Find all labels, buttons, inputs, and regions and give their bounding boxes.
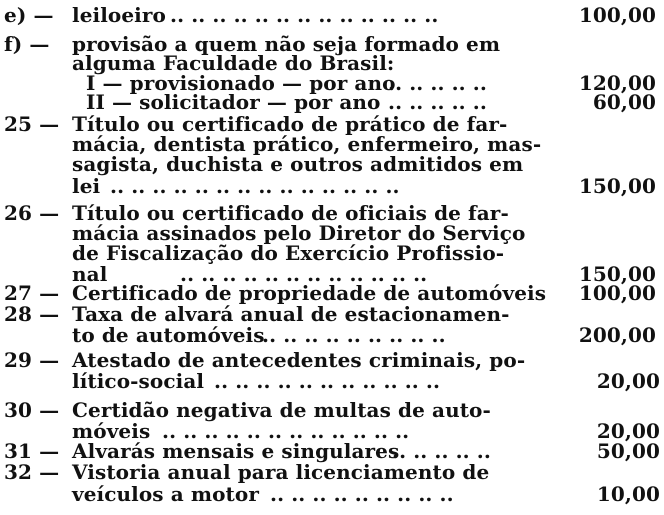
- entry-text: I — provisionado — por ano: [86, 71, 396, 95]
- entry-26-line-3: [0, 241, 664, 265]
- entry-value: 150,00: [578, 262, 656, 286]
- entry-label: 30 —: [4, 398, 60, 422]
- entry-text: veículos a motor: [72, 482, 259, 506]
- entry-text: Alvarás mensais e singulares: [72, 439, 400, 463]
- dot-leader: .. .. .. .. .. .. .. .. .. .. .. .. .. ..: [110, 177, 400, 197]
- entry-value: 20,00: [596, 419, 660, 443]
- entry-text: lei: [72, 174, 101, 198]
- entry-text: Vistoria anual para licenciamento de: [72, 460, 490, 484]
- dot-leader: .. .. .. .. ..: [392, 442, 491, 462]
- dot-leader: .. .. .. .. .. .. .. .. .. .. .. ..: [162, 422, 410, 442]
- entry-label: f) —: [4, 32, 50, 56]
- entry-text: Certidão negativa de multas de auto-: [72, 398, 491, 422]
- entry-label: 26 —: [4, 201, 60, 225]
- entry-text: nal: [72, 262, 108, 286]
- entry-label: 25 —: [4, 112, 60, 136]
- entry-label: 31 —: [4, 439, 60, 463]
- entry-value: 150,00: [578, 174, 656, 198]
- entry-e-line-1: [0, 3, 664, 27]
- entry-text: alguma Faculdade do Brasil:: [72, 51, 395, 75]
- entry-text: mácia, dentista prático, enfermeiro, mas-: [72, 132, 542, 156]
- entry-30-line-1: [0, 398, 664, 422]
- entry-27-line-1: [0, 281, 664, 305]
- entry-text: lítico-social: [72, 369, 205, 393]
- dot-leader: .. .. .. .. ..: [388, 74, 487, 94]
- entry-29-line-2: [0, 369, 664, 393]
- entry-value: 60,00: [592, 90, 656, 114]
- dot-leader: .. .. .. .. .. .. .. .. .. .. .. ..: [180, 265, 428, 285]
- entry-text: Certificado de propriedade de automóveis: [72, 281, 547, 305]
- entry-text: Taxa de alvará anual de estacionamen-: [72, 302, 510, 326]
- entry-value: 120,00: [578, 71, 656, 95]
- entry-28-line-2: [0, 323, 664, 347]
- entry-text: de Fiscalização do Exercício Profissio-: [72, 241, 505, 265]
- entry-text: Título ou certificado de oficiais de far-: [72, 201, 509, 225]
- entry-label: 27 —: [4, 281, 60, 305]
- entry-text: to de automóveis: [72, 323, 265, 347]
- dot-leader: .. .. .. .. ..: [388, 93, 487, 113]
- entry-label: e) —: [4, 3, 54, 27]
- entry-label: 28 —: [4, 302, 60, 326]
- entry-value: 200,00: [578, 323, 656, 347]
- entry-28-line-1: [0, 302, 664, 326]
- entry-text: Título ou certificado de prático de far-: [72, 112, 508, 136]
- entry-29-line-1: [0, 348, 664, 372]
- entry-25-line-4: [0, 174, 664, 198]
- entry-f-line-4: [0, 90, 664, 114]
- entry-32-line-2: [0, 482, 664, 506]
- entry-text: leiloeiro: [72, 3, 166, 27]
- entry-text: provisão a quem não seja formado em: [72, 32, 501, 56]
- entry-text: II — solicitador — por ano: [86, 90, 381, 114]
- entry-value: 20,00: [596, 369, 660, 393]
- entry-32-line-1: [0, 460, 664, 484]
- dot-leader: .. .. .. .. .. .. .. .. ..: [262, 326, 446, 346]
- entry-text: móveis: [72, 419, 151, 443]
- entry-value: 50,00: [596, 439, 660, 463]
- entry-text: mácia assinados pelo Diretor do Serviço: [72, 221, 526, 245]
- entry-text: sagista, duchista e outros admitidos em: [72, 152, 524, 176]
- entry-31-line-1: [0, 439, 664, 463]
- dot-leader: .. .. .. .. .. .. .. .. .. .. .. .. ..: [170, 6, 439, 26]
- entry-25-line-3: [0, 152, 664, 176]
- entry-value: 100,00: [578, 3, 656, 27]
- dot-leader: .. .. .. .. .. .. .. .. ..: [270, 485, 454, 505]
- entry-value: 100,00: [578, 281, 656, 305]
- dot-leader: .. .. .. .. .. .. .. .. .. .. ..: [214, 372, 441, 392]
- entry-text: Atestado de antecedentes criminais, po-: [72, 348, 526, 372]
- entry-label: 29 —: [4, 348, 60, 372]
- entry-value: 10,00: [596, 482, 660, 506]
- entry-label: 32 —: [4, 460, 60, 484]
